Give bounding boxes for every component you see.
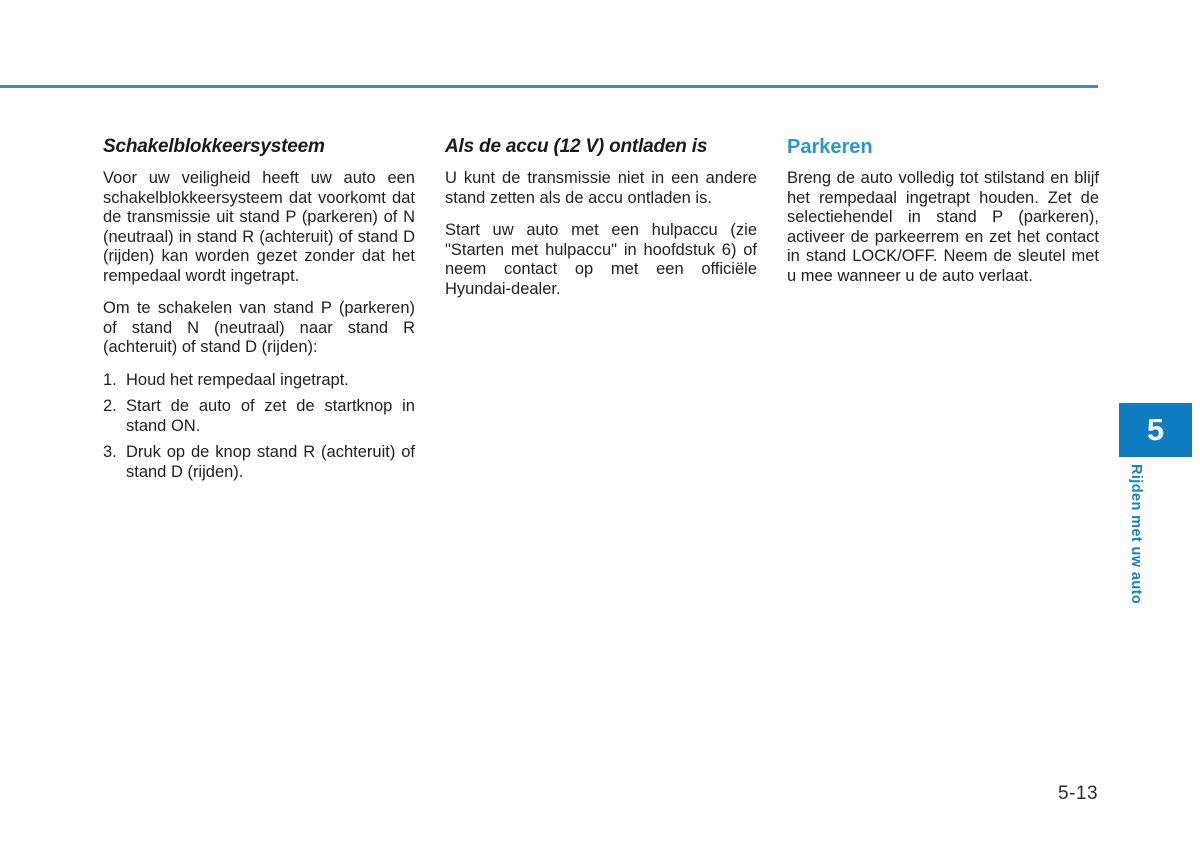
list-item-number: 1.	[103, 370, 117, 389]
page-number: 5-13	[1058, 783, 1099, 804]
chapter-number: 5	[1146, 412, 1165, 447]
list-item	[103, 397, 415, 436]
column-parkeren	[787, 136, 1099, 489]
page-content	[103, 136, 1099, 489]
chapter-tab-number-box	[1119, 403, 1192, 457]
paragraph: Voor uw veiligheid heeft uw auto een schakelblokkeersysteem dat voorkomt dat de transmissie uit stand P (parkeren) of N (neutraal) in stand R (achteruit) of stand D (rijden) kan worden gezet zonder dat het rempedaal wordt ingetrapt.	[103, 169, 415, 285]
section-heading: Schakelblokkeersysteem	[103, 136, 325, 157]
header-rule	[0, 85, 1098, 88]
paragraph: Start uw auto met een hulpaccu (zie "Starten met hulpaccu" in hoofdstuk 6) of neem contact op met een officiële Hyundai-dealer.	[445, 221, 757, 298]
numbered-list	[103, 371, 415, 483]
list-item-text: Start de auto of zet de startknop in stand ON.	[126, 397, 415, 435]
list-item-number: 3.	[103, 443, 117, 461]
paragraph: Om te schakelen van stand P (parkeren) of stand N (neutraal) naar stand R (achteruit) of stand D (rijden):	[103, 299, 415, 356]
list-item	[103, 443, 415, 482]
list-item	[103, 371, 415, 391]
section-heading: Parkeren	[787, 136, 873, 158]
paragraph: Breng de auto volledig tot stilstand en blijf het rempedaal ingetrapt houden. Zet de selectiehendel in stand P (parkeren), activeer de parkeerrem en zet het contact in stand LOCK/OFF. Neem de sleutel met u mee wanneer u de auto verlaat.	[787, 169, 1099, 285]
section-heading: Als de accu (12 V) ontladen is	[445, 136, 708, 157]
paragraph: U kunt de transmissie niet in een andere stand zetten als de accu ontladen is.	[445, 169, 757, 207]
list-item-text: Houd het rempedaal ingetrapt.	[126, 370, 349, 389]
column-schakelblokkeersysteem	[103, 136, 415, 489]
column-accu-ontladen	[445, 136, 757, 489]
list-item-text: Druk op de knop stand R (achteruit) of stand D (rijden).	[126, 443, 415, 481]
list-item-number: 2.	[103, 397, 117, 415]
chapter-tab-label: Rijden met uw auto	[1128, 464, 1144, 605]
